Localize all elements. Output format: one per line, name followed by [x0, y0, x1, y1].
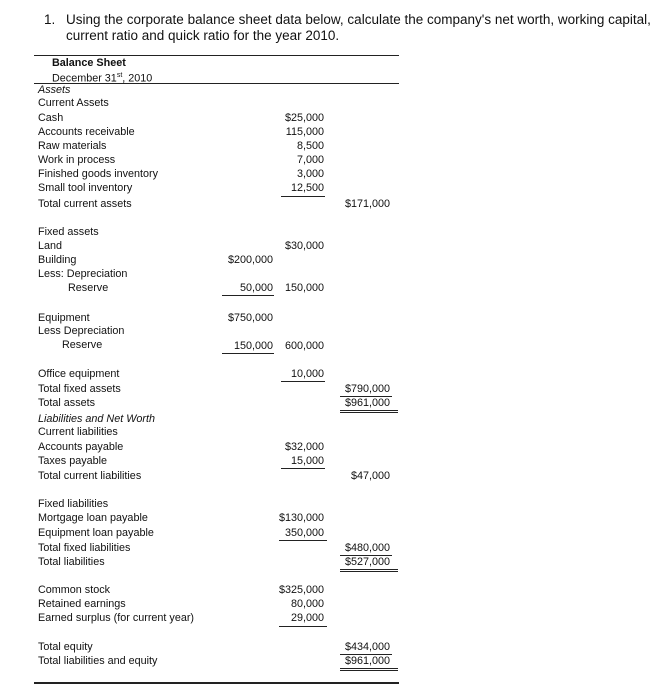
label-taxes-payable: Taxes payable: [38, 455, 108, 467]
value-total-fixed-assets: $790,000: [344, 383, 390, 395]
assets-heading: Assets: [38, 84, 71, 96]
value-equipment-gross: $750,000: [227, 312, 273, 324]
label-small-tool: Small tool inventory: [38, 182, 133, 194]
value-taxes-payable: 15,000: [290, 455, 324, 467]
underline: [281, 196, 325, 197]
label-retained-earnings: Retained earnings: [38, 598, 126, 610]
label-accounts-payable: Accounts payable: [38, 441, 124, 453]
label-total-liabilities-equity: Total liabilities and equity: [38, 655, 158, 667]
label-less-depreciation: Less: Depreciation: [38, 268, 128, 280]
label-mortgage-loan: Mortgage loan payable: [38, 512, 148, 524]
liabilities-heading: Liabilities and Net Worth: [38, 413, 156, 425]
double-underline-bottom: [340, 412, 398, 413]
underline: [222, 295, 274, 296]
value-accounts-receivable: 115,000: [285, 126, 324, 138]
sheet-title: Balance Sheet: [52, 57, 126, 69]
underline: [281, 381, 325, 382]
value-land: $30,000: [284, 240, 324, 252]
question-number: 1.: [44, 12, 56, 27]
label-common-stock: Common stock: [38, 584, 110, 596]
underline: [279, 540, 327, 541]
double-underline-bottom: [340, 670, 398, 671]
question-line-1: Using the corporate balance sheet data below, calculate the company's net worth, working capital,: [66, 12, 651, 27]
label-less-depreciation: Less Depreciation: [38, 325, 125, 337]
label-building: Building: [38, 254, 77, 266]
value-mortgage-loan: $130,000: [278, 512, 324, 524]
label-total-current-liabilities: Total current liabilities: [38, 470, 142, 482]
label-finished-goods: Finished goods inventory: [38, 168, 159, 180]
underline: [279, 626, 327, 627]
value-total-fixed-liabilities: $480,000: [344, 542, 390, 554]
value-building-gross: $200,000: [227, 254, 273, 266]
label-office-equipment: Office equipment: [38, 368, 120, 380]
label-accounts-receivable: Accounts receivable: [38, 126, 135, 138]
top-rule: [34, 55, 399, 56]
double-underline-top: [340, 668, 398, 669]
value-office-equipment: 10,000: [290, 368, 324, 380]
value-accounts-payable: $32,000: [284, 441, 324, 453]
value-cash: $25,000: [284, 112, 324, 124]
label-land: Land: [38, 240, 63, 252]
value-equipment-depreciation: 150,000: [233, 340, 273, 352]
label-equipment-loan: Equipment loan payable: [38, 527, 154, 539]
value-building-net: 150,000: [284, 282, 324, 294]
header-rule: [34, 83, 399, 84]
value-total-liabilities-equity: $961,000: [344, 655, 390, 667]
value-total-equity: $434,000: [344, 641, 390, 653]
question-line-2: current ratio and quick ratio for the year 2010.: [66, 28, 340, 43]
value-building-depreciation: 50,000: [239, 282, 273, 294]
value-total-current-liabilities: $47,000: [350, 470, 390, 482]
value-total-liabilities: $527,000: [344, 556, 390, 568]
label-earned-surplus: Earned surplus (for current year): [38, 612, 195, 624]
value-earned-surplus: 29,000: [290, 612, 324, 624]
value-finished-goods: 3,000: [296, 168, 324, 180]
value-total-current-assets: $171,000: [344, 198, 390, 210]
label-raw-materials: Raw materials: [38, 140, 107, 152]
sheet-date: December 31st, 2010: [52, 72, 153, 85]
underline: [222, 353, 274, 354]
label-reserve: Reserve: [68, 282, 109, 294]
value-small-tool: 12,500: [290, 182, 324, 194]
value-common-stock: $325,000: [278, 584, 324, 596]
label-reserve: Reserve: [62, 339, 103, 351]
label-total-assets: Total assets: [38, 397, 96, 409]
double-underline-top: [340, 569, 398, 570]
label-total-liabilities: Total liabilities: [38, 556, 105, 568]
value-work-in-process: 7,000: [296, 154, 324, 166]
label-equipment: Equipment: [38, 312, 90, 324]
value-retained-earnings: 80,000: [290, 598, 324, 610]
bottom-rule: [34, 682, 399, 684]
label-cash: Cash: [38, 112, 64, 124]
value-total-assets: $961,000: [344, 397, 390, 409]
double-underline-top: [340, 410, 398, 411]
label-total-equity: Total equity: [38, 641, 93, 653]
underline: [281, 468, 325, 469]
current-assets-heading: Current Assets: [38, 97, 109, 109]
label-total-current-assets: Total current assets: [38, 198, 132, 210]
current-liabilities-heading: Current liabilities: [38, 426, 118, 438]
label-total-fixed-assets: Total fixed assets: [38, 383, 121, 395]
fixed-liabilities-heading: Fixed liabilities: [38, 498, 109, 510]
value-equipment-net: 600,000: [284, 340, 324, 352]
value-equipment-loan: 350,000: [284, 527, 324, 539]
label-total-fixed-liabilities: Total fixed liabilities: [38, 542, 131, 554]
label-work-in-process: Work in process: [38, 154, 116, 166]
double-underline-bottom: [340, 571, 398, 572]
fixed-assets-heading: Fixed assets: [38, 226, 99, 238]
value-raw-materials: 8,500: [296, 140, 324, 152]
